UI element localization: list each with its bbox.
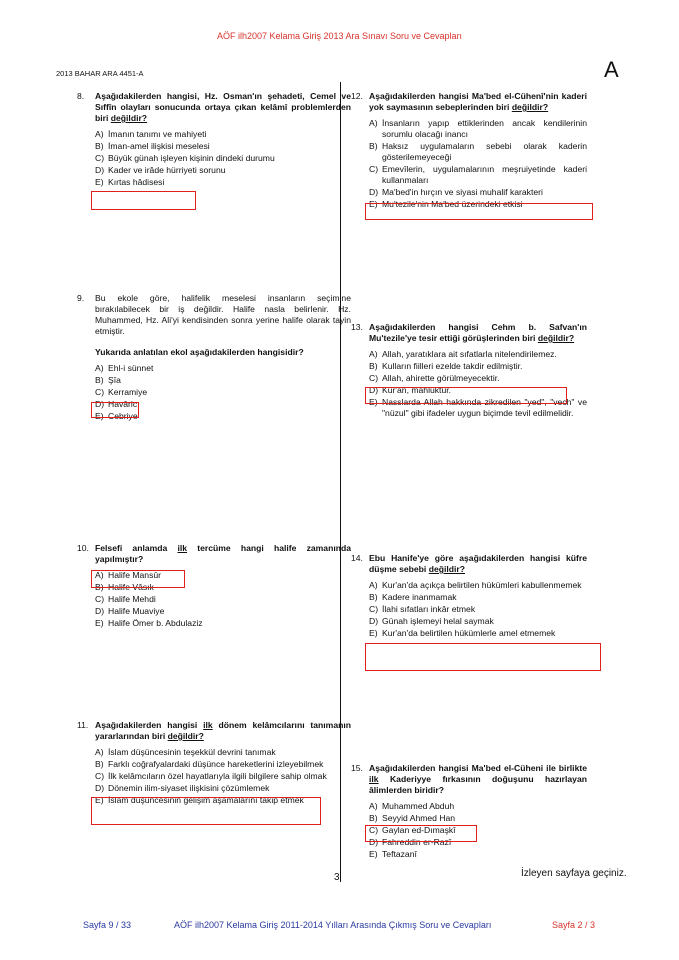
question-stem: Aşağıdakilerden hangisi, Hz. Osman'ın şehadeti, Cemel ve Sıffîn olayları sonucunda ortaya çıkan kelâmî problemlerden biri değildir? bbox=[95, 91, 351, 123]
option-b: B) Haksız uygulamaların sebebi olarak kaderin gösterilemeyeceği bbox=[369, 141, 587, 162]
option-c: C) İlahi sıfatları inkâr etmek bbox=[369, 604, 476, 614]
option-b: B) Farklı coğrafyalardaki düşünce hareketlerini izleyebilmek bbox=[95, 759, 324, 769]
document-header-title: AÖF ilh2007 Kelama Giriş 2013 Ara Sınavı Soru ve Cevapları bbox=[216, 31, 463, 41]
question-number: 12. bbox=[351, 91, 363, 101]
option-b: B) Halife Vâsık bbox=[95, 582, 154, 592]
option-c: C) Gaylan ed-Dımaşkî bbox=[369, 825, 456, 835]
answer-highlight-box bbox=[91, 797, 321, 825]
option-e: E) Nasslarda Allah hakkında zikredilen "yed", "vech" ve "nüzul" gibi ifadeler uygun biçimde tevil edilmelidir. bbox=[369, 397, 587, 418]
option-d: D) Kur'an, mahlûktur. bbox=[369, 385, 451, 395]
option-d: D) Fahreddin er-Razî bbox=[369, 837, 452, 847]
question-14 bbox=[351, 553, 587, 640]
next-page-note: İzleyen sayfaya geçiniz. bbox=[521, 868, 627, 879]
option-c: C) Allah, ahirette görülmeyecektir. bbox=[369, 373, 500, 383]
footer-right: Sayfa 2 / 3 bbox=[552, 920, 596, 930]
option-a: A) Muhammed Abduh bbox=[369, 801, 455, 811]
page-number: 3 bbox=[334, 872, 340, 883]
option-a: A) Kur'an'da açıkça belirtilen hükümleri kabullenmemek bbox=[369, 580, 582, 590]
option-a: A) İslam düşüncesinin teşekkül devrini tanımak bbox=[95, 747, 276, 757]
question-12 bbox=[351, 91, 587, 211]
answer-highlight-box bbox=[91, 402, 139, 418]
option-a: A) İmanın tanımı ve mahiyeti bbox=[95, 129, 207, 139]
option-c: C) Halife Mehdi bbox=[95, 594, 156, 604]
option-a: A) Allah, yaratıklara ait sıfatlarla nitelendirilemez. bbox=[369, 349, 557, 359]
option-d: D) Havâric bbox=[95, 399, 138, 409]
option-e: E) Kırtas hâdisesi bbox=[95, 177, 165, 187]
option-e: E) Kur'an'da belirtilen hükümlerle amel etmemek bbox=[369, 628, 556, 638]
option-e: E) Mu'tezile'nin Ma'bed üzerindeki etkisi bbox=[369, 199, 523, 209]
option-c: C) Emevîlerin, uygulamalarının meşruiyetinde kaderi kullanmaları bbox=[369, 164, 587, 185]
option-a: A) İnsanların yapıp ettiklerinden ancak kendilerinin sorumlu olacağı inancı bbox=[369, 118, 587, 139]
option-b: B) Kulların fiilleri ezelde takdir edilmiştir. bbox=[369, 361, 523, 371]
option-a: A) Halife Mansûr bbox=[95, 570, 162, 580]
answer-highlight-box bbox=[91, 570, 185, 588]
option-d: D) Dönemin ilim-siyaset ilişkisini çözümlemek bbox=[95, 783, 270, 793]
question-intro: Bu ekole göre, halifelik meselesi insanların seçimine bırakılabilecek bir iş değildir. Halife nasla belirlenir. Hz. Muhammed, Hz. Ali'yi kendisinden sonra yerine halife olarak tayin etmiştir. bbox=[95, 293, 351, 336]
answer-highlight-box bbox=[91, 191, 196, 210]
question-stem: Aşağıdakilerden hangisi ilk dönem kelâmcılarını tanımanın yararlarından biri değildir? bbox=[95, 720, 351, 741]
option-e: E) Halife Ömer b. Abdulaziz bbox=[95, 618, 203, 628]
option-c: C) Kerramiye bbox=[95, 387, 148, 397]
exam-code: 2013 BAHAR ARA 4451-A bbox=[56, 69, 144, 78]
question-stem: Aşağıdakilerden hangisi Ma'bed el-Cühenî'nin kaderi yok saymasının sebeplerinden biri değildir? bbox=[369, 91, 587, 112]
options-list bbox=[95, 129, 351, 188]
question-stem: Aşağıdakilerden hangisi Cehm b. Safvan'ın Mu'tezile'ye tesir ettiği görüşlerinden biri değildir? bbox=[369, 322, 587, 343]
option-d: D) Ma'bed'in hırçın ve siyasi muhalif karakteri bbox=[369, 187, 543, 197]
options-list bbox=[369, 349, 587, 419]
option-e: E) Cebriye bbox=[95, 411, 138, 421]
answer-highlight-box bbox=[365, 825, 477, 842]
question-stem: Aşağıdakilerden hangisi Ma'bed el-Cüheni ile birlikte ilk Kaderiyye fırkasının doğuşunu hazırlayan âlimlerden biridir? bbox=[369, 763, 587, 795]
question-11 bbox=[77, 720, 351, 807]
question-15 bbox=[351, 763, 587, 861]
answer-highlight-box bbox=[365, 203, 593, 220]
question-8 bbox=[77, 91, 351, 189]
option-b: B) Seyyid Ahmed Han bbox=[369, 813, 456, 823]
question-stem: Yukarıda anlatılan ekol aşağıdakilerden hangisidir? bbox=[95, 347, 304, 357]
question-number: 13. bbox=[351, 322, 363, 332]
option-e: E) Teftazanî bbox=[369, 849, 417, 859]
option-c: C) Büyük günah işleyen kişinin dindeki durumu bbox=[95, 153, 275, 163]
question-number: 11. bbox=[77, 720, 89, 730]
question-number: 8. bbox=[77, 91, 85, 101]
question-13 bbox=[351, 322, 587, 420]
question-number: 14. bbox=[351, 553, 363, 563]
option-d: D) Halife Muaviye bbox=[95, 606, 165, 616]
footer-left: Sayfa 9 / 33 bbox=[83, 920, 132, 930]
question-stem: Ebu Hanife'ye göre aşağıdakilerden hangisi küfre düşme sebebi değildir? bbox=[369, 553, 587, 574]
options-list bbox=[369, 118, 587, 210]
option-b: B) Şîa bbox=[95, 375, 121, 385]
question-number: 10. bbox=[77, 543, 89, 553]
footer-center: AÖF ilh2007 Kelama Giriş 2011-2014 Yılları Arasında Çıkmış Soru ve Cevapları bbox=[174, 920, 492, 930]
option-d: D) Kader ve irâde hürriyeti sorunu bbox=[95, 165, 226, 175]
question-number: 9. bbox=[77, 293, 85, 303]
option-a: A) Ehl-i sünnet bbox=[95, 363, 154, 373]
answer-highlight-box bbox=[365, 387, 567, 404]
question-stem: Felsefi anlamda ilk tercüme hangi halife zamanında yapılmıştır? bbox=[95, 543, 351, 564]
options-list bbox=[369, 580, 587, 639]
question-number: 15. bbox=[351, 763, 363, 773]
option-e: E) İslam düşüncesinin gelişim aşamalarını takip etmek bbox=[95, 795, 304, 805]
booklet-letter: A bbox=[604, 57, 619, 82]
option-d: D) Günah işlemeyi helal saymak bbox=[369, 616, 494, 626]
option-b: B) İman-amel ilişkisi meselesi bbox=[95, 141, 210, 151]
answer-highlight-box bbox=[365, 643, 601, 671]
option-b: B) Kadere inanmamak bbox=[369, 592, 457, 602]
option-c: C) İlk kelâmcıların özel hayatlarıyla ilgili bilgilere sahip olmak bbox=[95, 771, 327, 781]
